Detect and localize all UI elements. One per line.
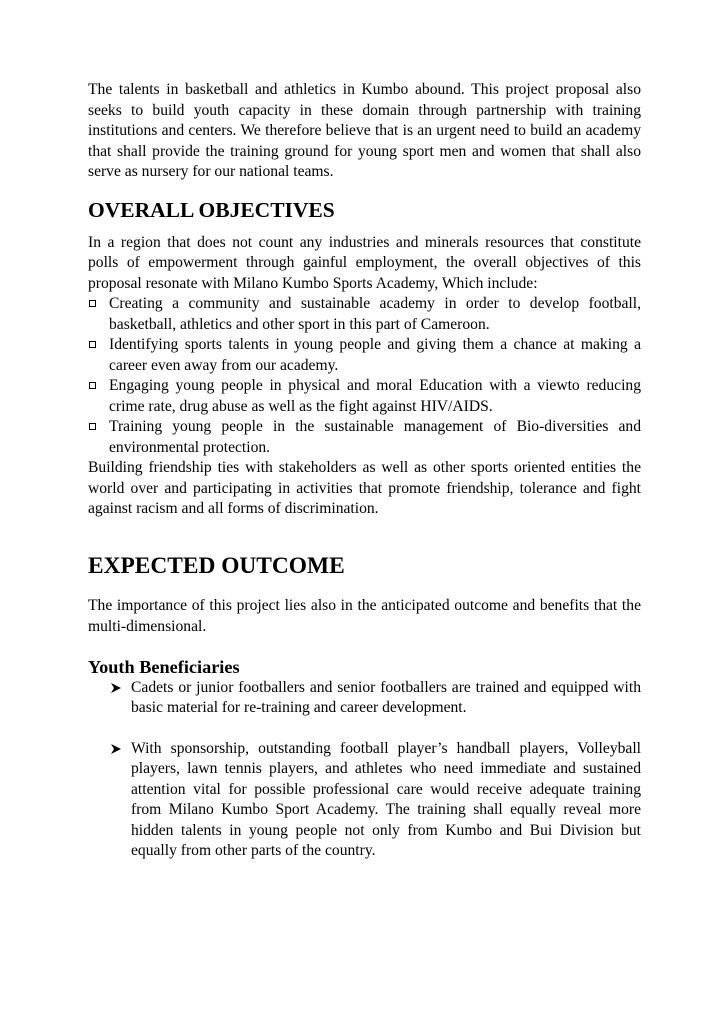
expected-outcome-paragraph: The importance of this project lies also in the anticipated outcome and benefits that the multi-dimensional. bbox=[88, 597, 641, 635]
objective-text: Training young people in the sustainable management of Bio-diversities and environmental protection. bbox=[109, 418, 641, 456]
arrow-bullet-icon bbox=[109, 678, 125, 698]
beneficiary-text: Cadets or junior footballers and senior footballers are trained and equipped with basic material for re-training and career development. bbox=[131, 678, 641, 716]
intro-paragraph: The talents in basketball and athletics in Kumbo abound. This project proposal also seeks to build youth capacity in these domain through partnership with training institutions and centers. We therefore believe that is an urgent need to build an academy that shall provide the training ground for young sport men and women that shall also serve as nursery for our national teams. bbox=[88, 81, 641, 180]
overall-objectives-closing: Building friendship ties with stakeholders as well as other sports oriented entities the world over and participating in activities that promote friendship, tolerance and fight against racism and all forms of discrimination. bbox=[88, 459, 641, 517]
list-item bbox=[88, 376, 641, 417]
objective-text: Engaging young people in physical and moral Education with a viewto reducing crime rate, drug abuse as well as the fight against HIV/AIDS. bbox=[109, 377, 641, 415]
arrow-bullet-svg bbox=[109, 678, 123, 698]
document-page bbox=[88, 80, 641, 862]
youth-beneficiaries-heading: Youth Beneficiaries bbox=[88, 657, 240, 677]
square-bullet-icon bbox=[89, 423, 96, 430]
objective-text: Creating a community and sustainable academy in order to develop football, basketball, athletics and other sport in this part of Cameroon. bbox=[109, 295, 641, 333]
overall-objectives-heading: OVERALL OBJECTIVES bbox=[88, 197, 335, 222]
square-bullet-icon bbox=[89, 341, 96, 348]
arrow-bullet-icon bbox=[109, 739, 125, 759]
list-item bbox=[109, 739, 641, 862]
overall-objectives-intro: In a region that does not count any industries and minerals resources that constitute polls of empowerment through gainful employment, the overall objectives of this proposal resonate with Milano Kumbo Sports Academy, Which include: bbox=[88, 233, 641, 292]
expected-outcome-heading: EXPECTED OUTCOME bbox=[88, 552, 345, 579]
beneficiary-text: With sponsorship, outstanding football player’s handball players, Volleyball players, lawn tennis players, and athletes who need immediate and sustained attention vital for possible professional care would receive adequate training from Milano Kumbo Sport Academy. The training shall equally reveal more hidden talents in young people not only from Kumbo and Bui Division but equally from other parts of the country. bbox=[131, 739, 641, 859]
square-bullet-icon bbox=[89, 300, 96, 307]
objectives-list bbox=[88, 294, 641, 458]
objective-text: Identifying sports talents in young people and giving them a chance at making a career even away from our academy. bbox=[109, 336, 641, 374]
square-bullet-icon bbox=[89, 382, 96, 389]
arrow-bullet-svg bbox=[109, 739, 123, 759]
list-item bbox=[88, 417, 641, 458]
list-item bbox=[109, 678, 641, 719]
beneficiaries-list bbox=[88, 678, 641, 862]
list-item bbox=[88, 335, 641, 376]
list-item bbox=[88, 294, 641, 335]
